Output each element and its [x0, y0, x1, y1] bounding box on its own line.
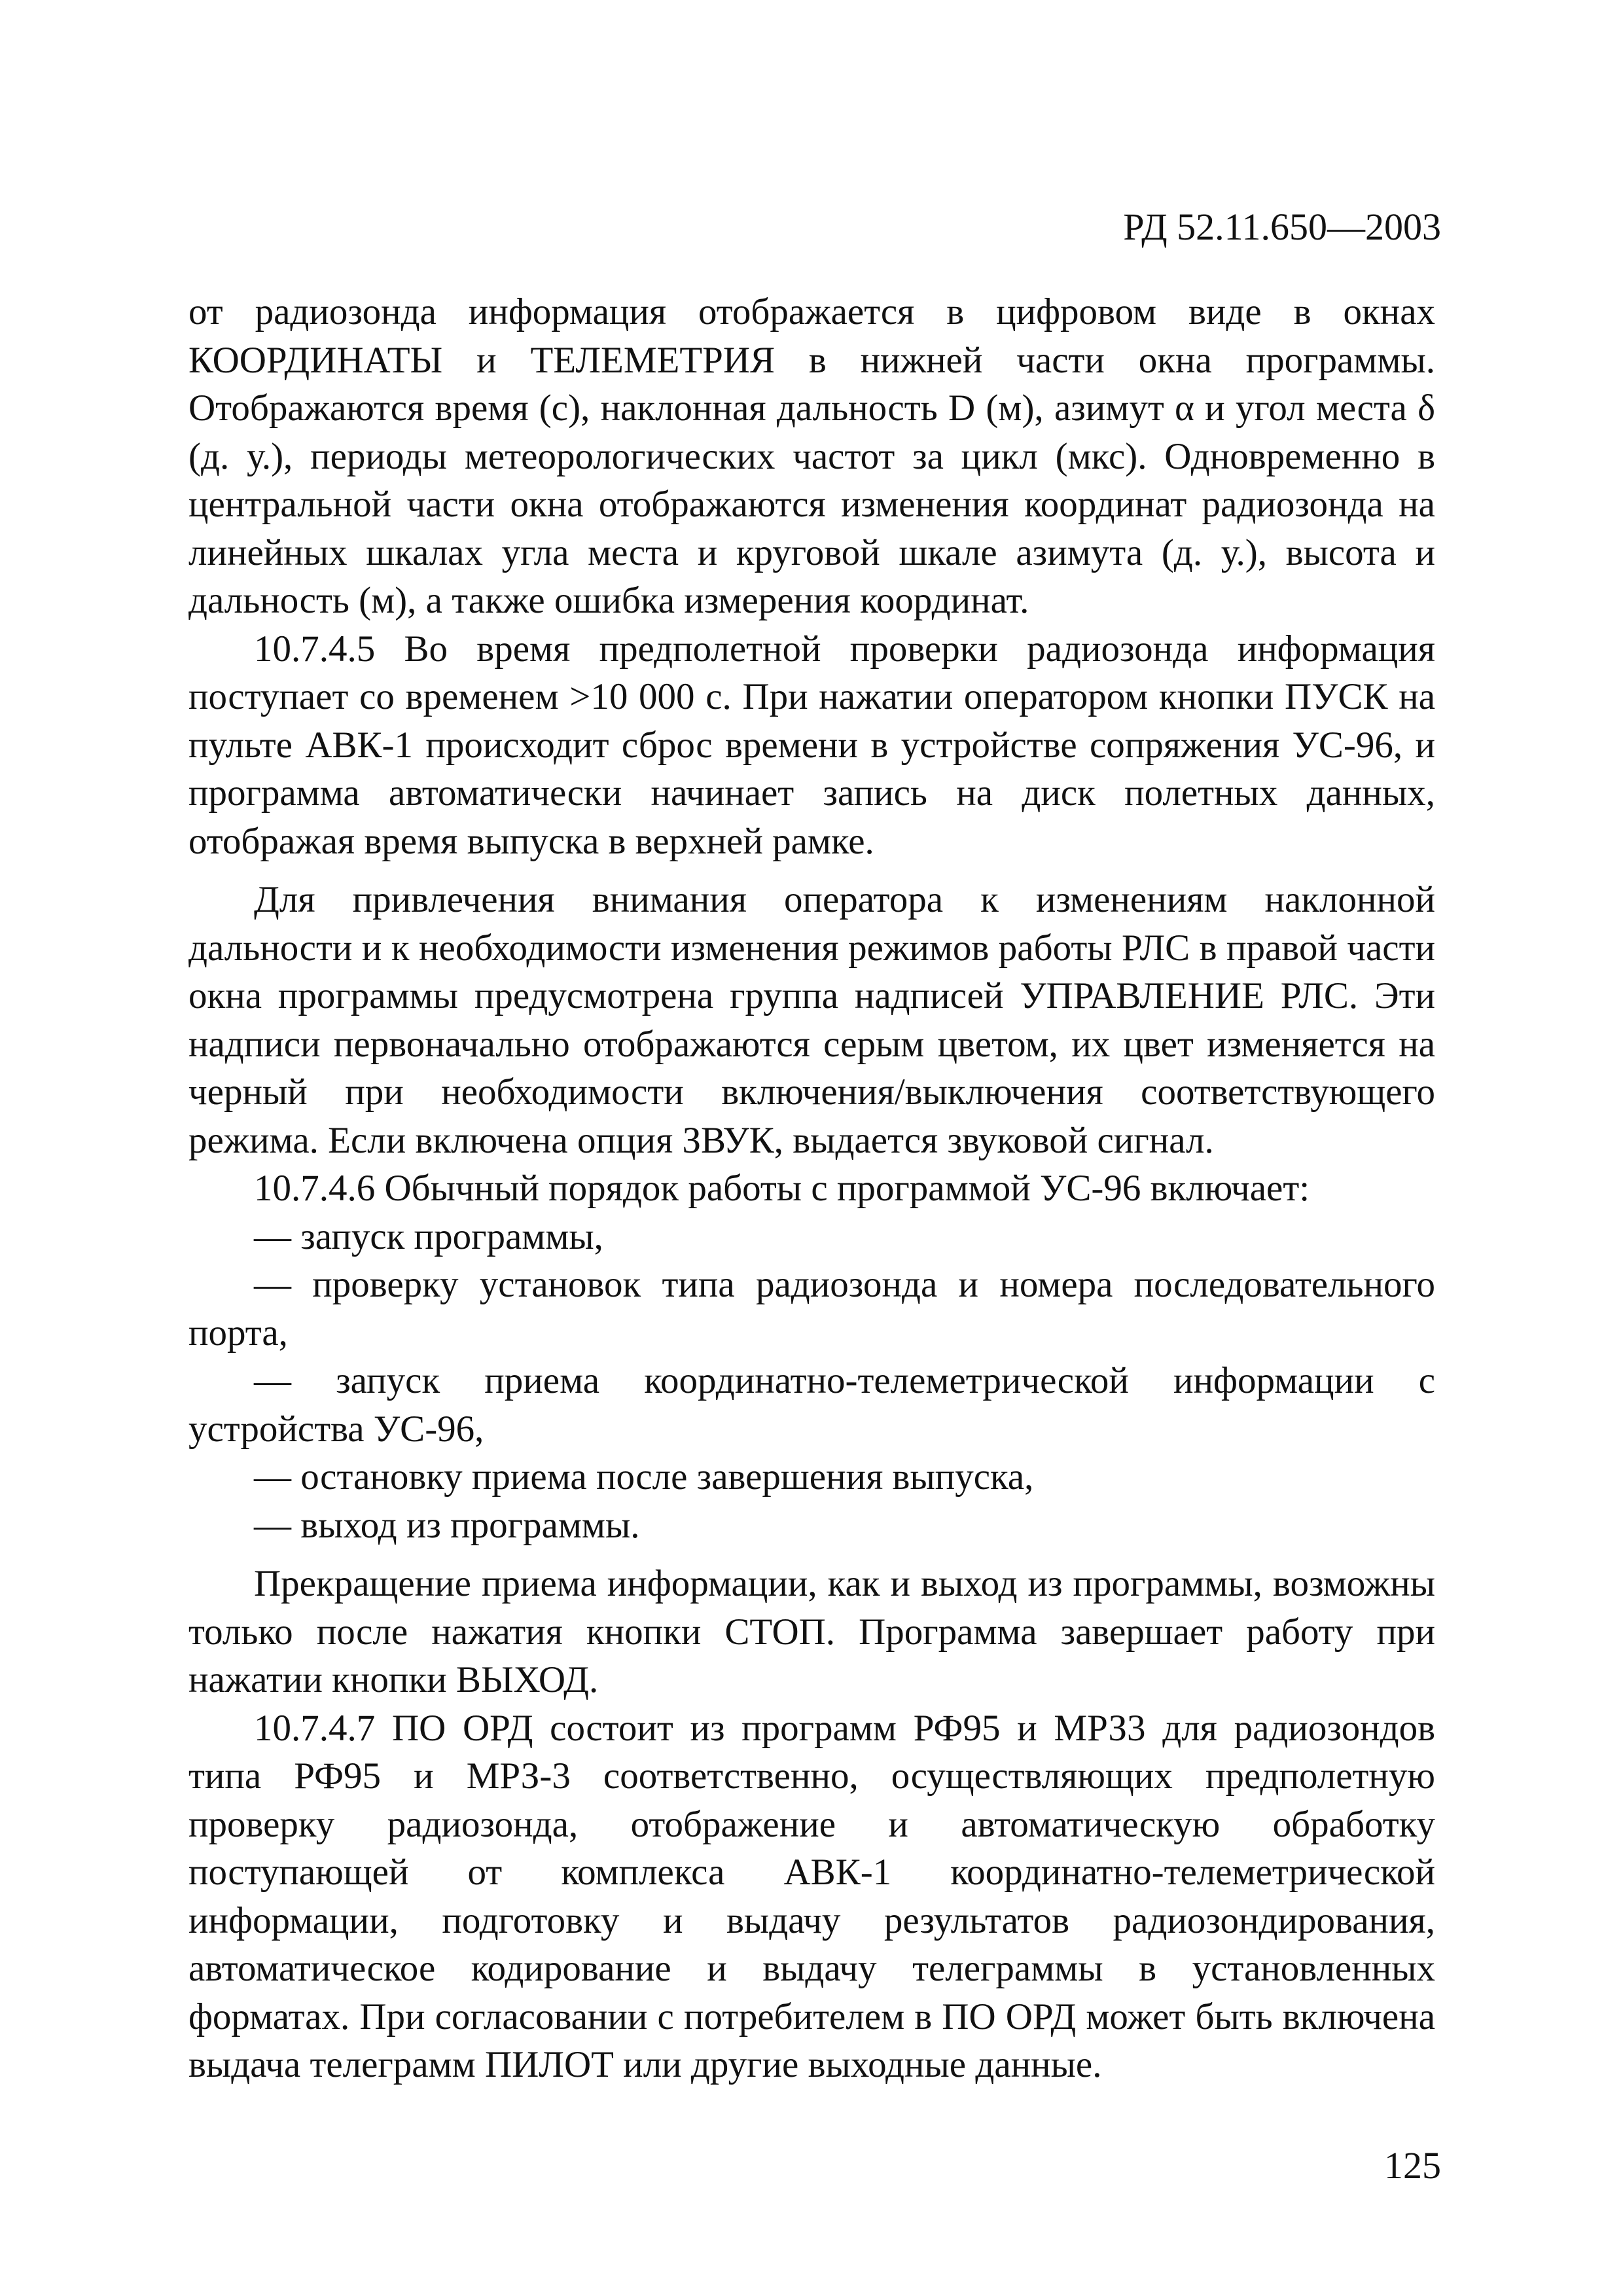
- list-item-stop-reception: — остановку приема после завершения выпуска,: [254, 1456, 1034, 1498]
- list-item-check-settings: — проверку установок типа радиозонда и номера последовательного порта,: [188, 1264, 1435, 1354]
- paragraph-10-7-4-6: 10.7.4.6 Обычный порядок работы с программой УС-96 включает:: [254, 1168, 1310, 1209]
- paragraph-radar-control: Для привлечения внимания оператора к изменениям наклонной дальности и к необходимости изменения режимов работы РЛС в правой части окна программы предусмотрена группа надписей УПРАВЛЕНИЕ РЛС. Эти надписи первоначально отображаются серым цветом, их цвет изменяется на черный при необходимости включения/выключения соответствующего режима. Если включена опция ЗВУК, выдается звуковой сигнал.: [188, 879, 1435, 1161]
- list-item-exit-program: — выход из программы.: [254, 1504, 640, 1546]
- paragraph-coordinates-telemetry: от радиозонда информация отображается в цифровом виде в окнах КООРДИНАТЫ и ТЕЛЕМЕТРИЯ в нижней части окна программы. Отображаются время (с), наклонная дальность D (м), азимут α и угол места δ (д. у.), периоды метеорологических частот за цикл (мкс). Одновременно в центральной части окна отображаются изменения координат радиозонда на линейных шкалах угла места и круговой шкале азимута (д. у.), высота и дальность (м), а также ошибка измерения координат.: [188, 291, 1435, 621]
- list-item-start-reception: — запуск приема координатно-телеметрической информации с устройства УС-96,: [188, 1360, 1435, 1450]
- list-item-launch-program: — запуск программы,: [254, 1215, 603, 1257]
- paragraph-10-7-4-7: 10.7.4.7 ПО ОРД состоит из программ РФ95 и МРЗ3 для радиозондов типа РФ95 и МРЗ-3 соответственно, осуществляющих предполетную проверку радиозонда, отображение и автоматическую обработку поступающей от комплекса АВК-1 координатно-телеметрической информации, подготовку и выдачу результатов радиозондирования, автоматическое кодирование и выдачу телеграммы в установленных форматах. При согласовании с потребителем в ПО ОРД может быть включена выдача телеграмм ПИЛОТ или другие выходные данные.: [188, 1707, 1435, 2085]
- paragraph-10-7-4-5: 10.7.4.5 Во время предполетной проверки радиозонда информация поступает со временем >10 000 с. При нажатии оператором кнопки ПУСК на пульте АВК-1 происходит сброс времени в устройстве сопряжения УС-96, и программа автоматически начинает запись на диск полетных данных, отображая время выпуска в верхней рамке.: [188, 628, 1435, 862]
- page-number: 125: [1384, 2144, 1441, 2187]
- document-code-header: РД 52.11.650—2003: [1123, 206, 1441, 248]
- paragraph-stop-exit: Прекращение приема информации, как и выход из программы, возможны только после нажатия кнопки СТОП. Программа завершает работу при нажатии кнопки ВЫХОД.: [188, 1563, 1435, 1700]
- body-text: [188, 288, 1435, 2089]
